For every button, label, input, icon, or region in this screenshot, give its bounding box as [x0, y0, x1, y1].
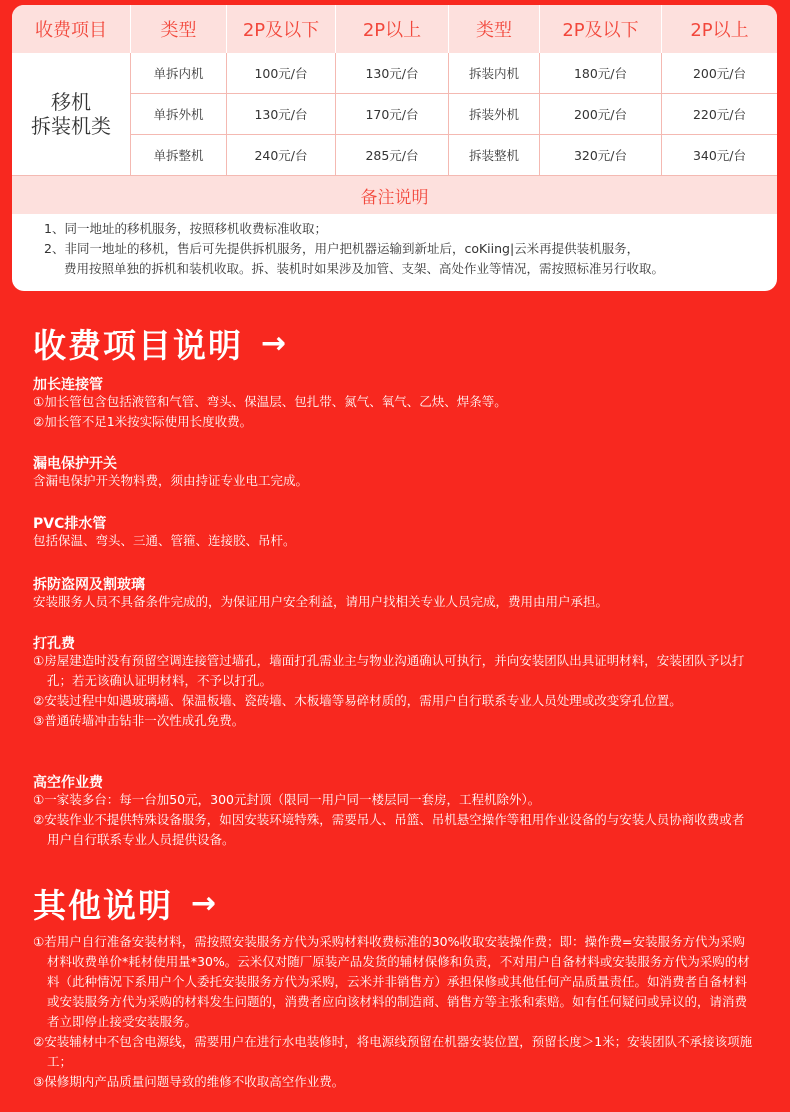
- table-cell: 单拆整机: [131, 135, 227, 176]
- table-cell: 100元/台: [227, 53, 336, 94]
- item-line: ②加长管不足1米按实际使用长度收费。: [33, 414, 253, 429]
- price-table-card: [12, 5, 777, 291]
- table-cell: 200元/台: [662, 53, 777, 94]
- item-line: ②安装过程中如遇玻璃墙、保温板墙、瓷砖墙、木板墙等易碎材质的，需用户自行联系专业人员处理或改变穿孔位置。: [33, 693, 682, 708]
- section-title-fees: [33, 320, 288, 367]
- table-cell: 130元/台: [227, 94, 336, 135]
- item-text: [33, 471, 753, 491]
- table-cell: 180元/台: [540, 53, 662, 94]
- item-line: ①若用户自行准备安装材料，需按照安装服务方代为采购材料收费标准的30%收取安装操作费；即：操作费=安装服务方代为采购材料收费单价*耗材使用量*30%。云米仅对随厂原装产品发货的辅材保修和负责，不对用户自备材料或安装服务方代为采购的材料（此种情况下系用户个人委托安装服务方代为采购，云米并非销售方）承担保修或其他任何产品质量责任。如消费者自备材料或安装服务方代为采购的材料发生问题的，消费者应向该材料的制造商、销售方等主张和索赔。如有任何疑问或异议的，请消费者立即停止接受安装服务。: [33, 934, 750, 1029]
- header-cell: 2P以上: [690, 20, 749, 41]
- section-title-text: 其他说明: [33, 886, 173, 925]
- header-cell: 类型: [449, 5, 540, 53]
- item-line: ①房屋建造时没有预留空调连接管过墙孔，墙面打孔需业主与物业沟通确认可执行，并向安装团队出具证明材料，安装团队予以打孔；若无该确认证明材料，不予以打孔。: [33, 653, 745, 688]
- item-line: 含漏电保护开关物料费，须由持证专业电工完成。: [33, 473, 309, 488]
- table-cell: 340元/台: [662, 135, 777, 176]
- table-cell: 拆装整机: [449, 135, 540, 176]
- item-title: 高空作业费: [33, 775, 103, 791]
- table-cell: 285元/台: [336, 135, 449, 176]
- header-cell: 2P及以下: [227, 5, 336, 53]
- header-cell: 类型: [131, 5, 227, 53]
- other-notes: [33, 932, 753, 1092]
- table-cell: 130元/台: [336, 53, 449, 94]
- item-text: [33, 592, 753, 612]
- table-header-row: [12, 5, 777, 53]
- table-cell: 拆装内机: [449, 53, 540, 94]
- header-cell: 2P以上: [336, 5, 449, 53]
- table-cell: 200元/台: [540, 94, 662, 135]
- item-title: PVC排水管: [33, 516, 107, 532]
- table-cell: 170元/台: [336, 94, 449, 135]
- item-text: [33, 531, 753, 551]
- item-line: ②安装辅材中不包含电源线，需要用户在进行水电装修时，将电源线预留在机器安装位置，预留长度＞1米；安装团队不承接该项施工；: [33, 1034, 753, 1069]
- table-cell: 220元/台: [662, 94, 777, 135]
- table-cell: 240元/台: [227, 135, 336, 176]
- arrow-right-icon: →: [191, 886, 219, 921]
- section-title-text: 收费项目说明: [33, 326, 243, 365]
- item-title: 打孔费: [33, 636, 75, 652]
- notes-title: 备注说明: [12, 176, 777, 214]
- item-line: ①加长管包含包括液管和气管、弯头、保温层、包扎带、氮气、氧气、乙炔、焊条等。: [33, 394, 507, 409]
- item-line: 包括保温、弯头、三通、管箍、连接胶、吊杆。: [33, 533, 296, 548]
- table-cell: 拆装外机: [449, 94, 540, 135]
- item-line: ③保修期内产品质量问题导致的维修不收取高空作业费。: [33, 1074, 345, 1089]
- note-line: 2、非同一地址的移机，售后可先提供拆机服务，用户把机器运输到新址后，coKiing|云米再提供装机服务，: [44, 241, 640, 256]
- item-line: 安装服务人员不具备条件完成的，为保证用户安全利益，请用户找相关专业人员完成，费用由用户承担。: [33, 594, 609, 609]
- item-title: 加长连接管: [33, 377, 103, 393]
- notes-list: [44, 219, 764, 279]
- item-text: [33, 790, 753, 850]
- arrow-right-icon: →: [261, 326, 289, 361]
- row-group-label-line1: 移机: [51, 90, 91, 114]
- table-cell: 单拆内机: [131, 53, 227, 94]
- item-title: 漏电保护开关: [33, 456, 117, 472]
- note-line: 1、同一地址的移机服务，按照移机收费标准收取；: [44, 221, 327, 236]
- item-text: [33, 651, 753, 731]
- item-line: ①一家装多台：每一台加50元，300元封顶（限同一用户同一楼层同一套房，工程机除外）。: [33, 792, 541, 807]
- item-text: [33, 392, 753, 432]
- item-line: ③普通砖墙冲击钻非一次性成孔免费。: [33, 713, 245, 728]
- item-line: ②安装作业不提供特殊设备服务，如因安装环境特殊，需要吊人、吊篮、吊机悬空操作等租用作业设备的与安装人员协商收费或者用户自行联系专业人员提供设备。: [33, 812, 745, 847]
- table-cell: 320元/台: [540, 135, 662, 176]
- note-line: 费用按照单独的拆机和装机收取。拆、装机时如果涉及加管、支架、高处作业等情况，需按照标准另行收取。: [64, 261, 665, 276]
- row-group-label: [12, 53, 131, 176]
- table-cell: 单拆外机: [131, 94, 227, 135]
- header-cell: 收费项目: [12, 5, 131, 53]
- header-cell: 2P及以下: [540, 5, 662, 53]
- row-group-label-line2: 拆装机类: [31, 114, 111, 138]
- section-title-other: [33, 880, 218, 927]
- item-title: 拆防盗网及割玻璃: [33, 577, 145, 593]
